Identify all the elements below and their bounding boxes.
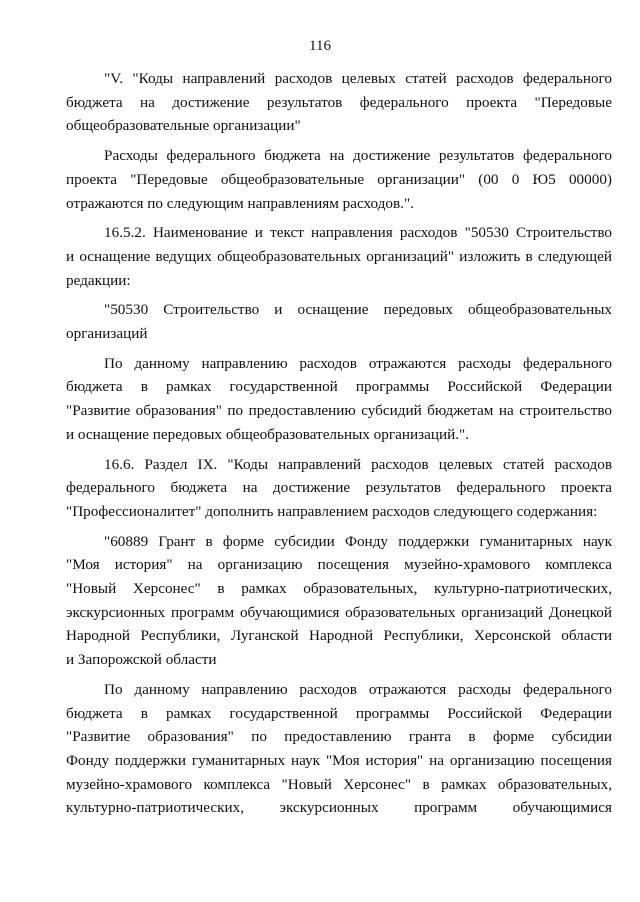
paragraph-section-v-title [66, 67, 612, 138]
text-line: "Новый Херсонес" в рамках образовательных, культурно-патриотических, [66, 580, 612, 598]
document-body [66, 67, 612, 826]
text-line: культурно-патриотических, экскурсионных программ обучающимися [66, 799, 612, 817]
text-line: редакции: [66, 271, 131, 289]
text-line: бюджета в рамках государственной программы Российской Федерации [66, 704, 612, 722]
paragraph-16-6 [66, 453, 612, 524]
text-line: "Профессионалитет" дополнить направлением расходов следующего содержания: [66, 502, 598, 520]
text-line: экскурсионных программ обучающимися образовательных организаций Донецкой [66, 603, 612, 621]
paragraph-50530-description [66, 352, 612, 447]
text-line: "Развитие образования" по предоставлению гранта в форме субсидии [66, 728, 612, 746]
text-line: федерального бюджета на достижение результатов федерального проекта [66, 479, 612, 497]
text-line: музейно-храмового комплекса "Новый Херсонес" в рамках образовательных, [66, 775, 612, 793]
text-line: "60889 Грант в форме субсидии Фонду поддержки гуманитарных наук [104, 532, 612, 550]
text-line: По данному направлению расходов отражаются расходы федерального [104, 680, 612, 698]
text-line: Фонду поддержки гуманитарных наук "Моя история" на организацию посещения [66, 751, 612, 769]
text-line: "Развитие образования" по предоставлению субсидий бюджетам на строительство [66, 402, 612, 420]
paragraph-60889-description [66, 678, 612, 820]
paragraph-60889-title [66, 530, 612, 672]
text-line: проекта "Передовые общеобразовательные организации" (00 0 Ю5 00000) [66, 170, 612, 188]
page-number: 116 [309, 38, 331, 54]
text-line: бюджета на достижение результатов федерального проекта "Передовые [66, 93, 612, 111]
text-line: Расходы федерального бюджета на достижение результатов федерального [104, 147, 612, 165]
paragraph-expenses-reflected [66, 144, 612, 215]
text-line: Народной Республики, Луганской Народной Республики, Херсонской области [66, 627, 612, 645]
text-line: отражаются по следующим направлениям расходов.". [66, 194, 414, 212]
text-line: "50530 Строительство и оснащение передовых общеобразовательных [104, 301, 612, 319]
text-line: и оснащение ведущих общеобразовательных организаций" изложить в следующей [66, 247, 612, 265]
paragraph-16-5-2 [66, 221, 612, 292]
text-line: 16.5.2. Наименование и текст направления расходов "50530 Строительство [104, 224, 612, 242]
text-line: По данному направлению расходов отражаются расходы федерального [104, 354, 612, 372]
text-line: и Запорожской области [66, 651, 217, 669]
text-line: "Моя история" на организацию посещения музейно-храмового комплекса [66, 556, 612, 574]
text-line: 16.6. Раздел IX. "Коды направлений расходов целевых статей расходов [104, 455, 612, 473]
text-line: общеобразовательные организации" [66, 117, 301, 135]
text-line: и оснащение передовых общеобразовательных организаций.". [66, 425, 469, 443]
text-line: "V. "Коды направлений расходов целевых статей расходов федерального [104, 70, 612, 87]
text-line: бюджета в рамках государственной программы Российской Федерации [66, 378, 612, 396]
text-line: организаций [66, 325, 148, 343]
paragraph-50530-title [66, 298, 612, 345]
